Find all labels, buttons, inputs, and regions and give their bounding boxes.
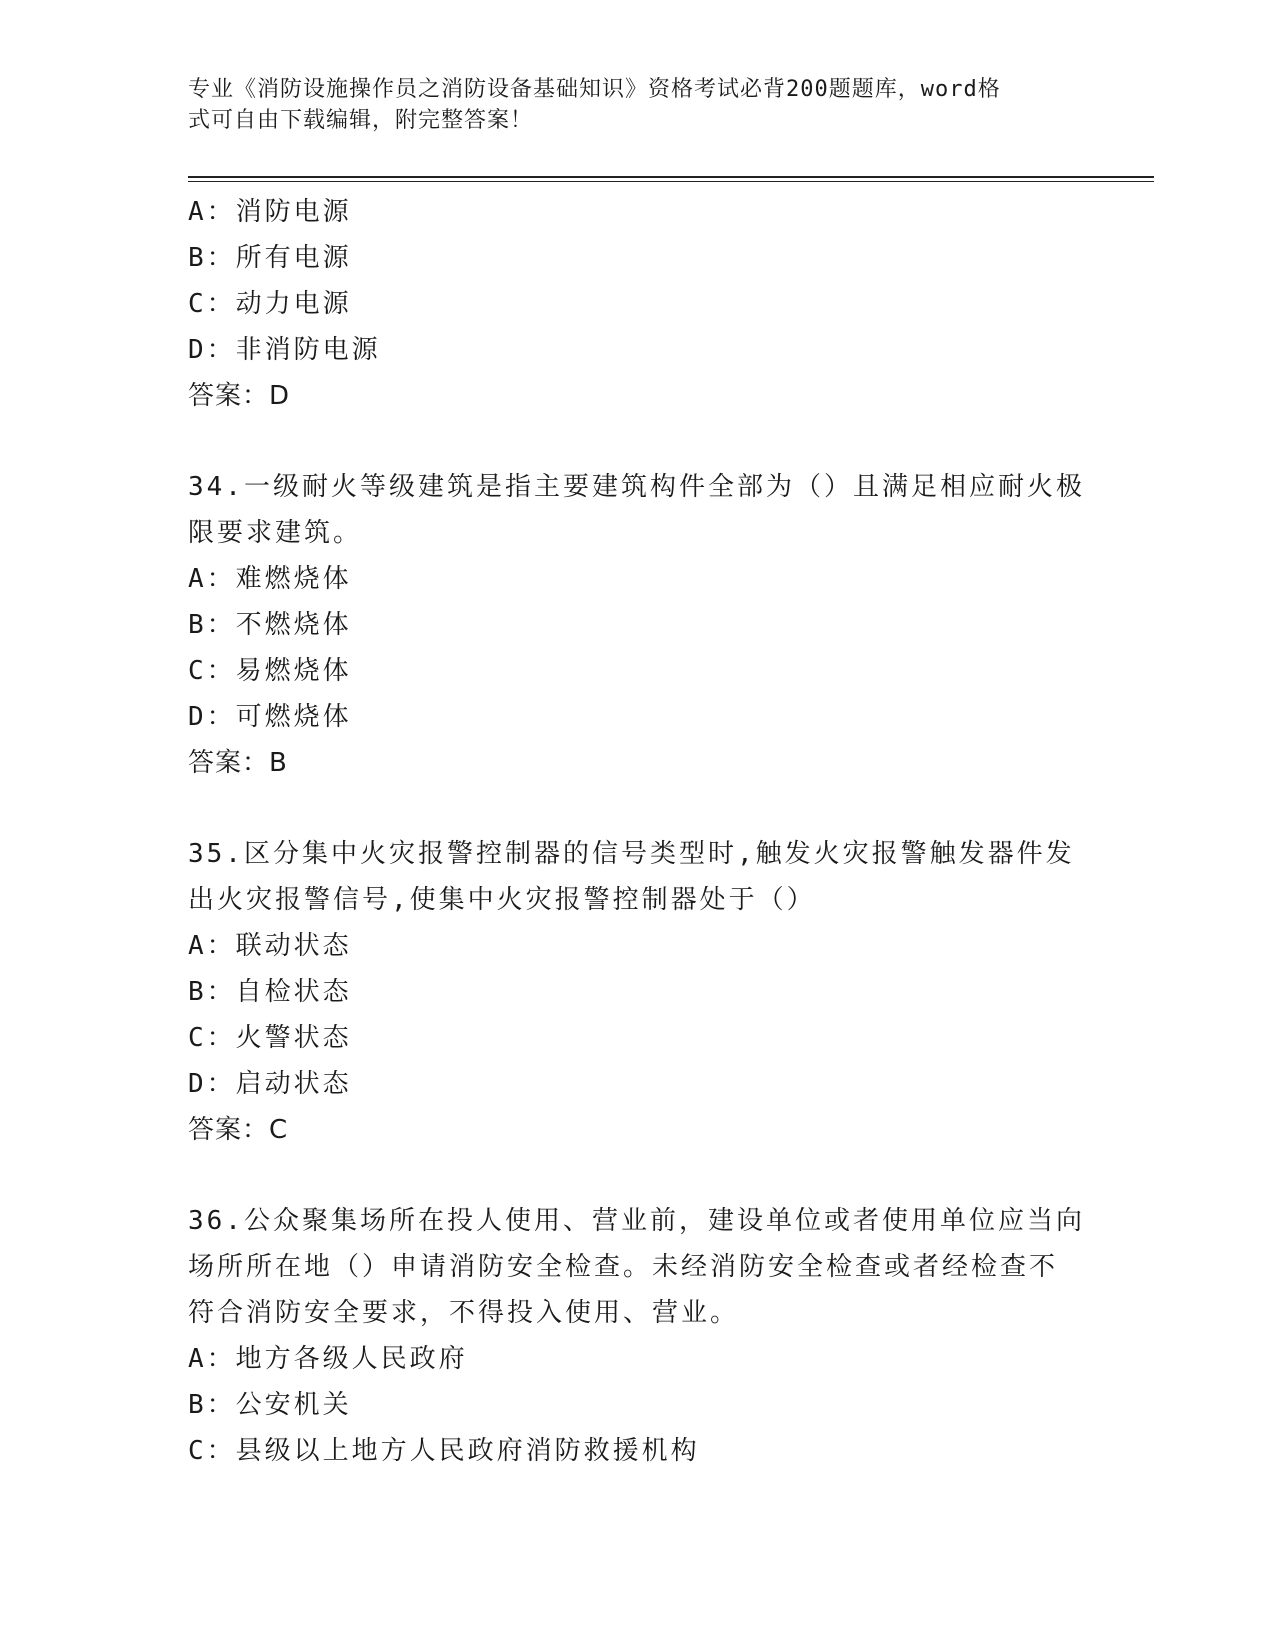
question-stem-line: 35.区分集中火灾报警控制器的信号类型时,触发火灾报警触发器件发 [188,839,1075,869]
option-a: A：联动状态 [188,931,352,961]
question-stem-line: 出火灾报警信号,使集中火灾报警控制器处于（） [188,885,816,915]
option-d: D：可燃烧体 [188,702,352,732]
document-header [188,74,1068,136]
question-stem-line: 34.一级耐火等级建筑是指主要建筑构件全部为（）且满足相应耐火极 [188,472,1085,502]
option-d: D：非消防电源 [188,335,381,365]
header-line-2: 式可自由下载编辑，附完整答案！ [188,108,534,133]
question-list [188,189,1088,1474]
option-a: A：消防电源 [188,197,352,227]
option-c: C：易燃烧体 [188,656,352,686]
option-a: A：难燃烧体 [188,564,352,594]
option-d: D：启动状态 [188,1069,352,1099]
question-stem-line: 符合消防安全要求，不得投入使用、营业。 [188,1298,740,1328]
option-c: C：动力电源 [188,289,352,319]
option-b: B：所有电源 [188,243,352,273]
question-36 [188,1198,1088,1474]
option-a: A：地方各级人民政府 [188,1344,468,1374]
answer: 答案：C [188,1115,289,1145]
option-b: B：公安机关 [188,1390,352,1420]
answer: 答案：B [188,748,288,778]
answer: 答案：D [188,381,291,411]
question-stem-line: 36.公众聚集场所在投人使用、营业前，建设单位或者使用单位应当向 [188,1206,1085,1236]
option-b: B：不燃烧体 [188,610,352,640]
option-b: B：自检状态 [188,977,352,1007]
header-line-1: 专业《消防设施操作员之消防设备基础知识》资格考试必背200题题库，word格 [188,77,1001,102]
question-34 [188,464,1088,786]
question-stem-line: 场所所在地（）申请消防安全检查。未经消防安全检查或者经检查不 [188,1252,1059,1282]
question-stem-line: 限要求建筑。 [188,518,363,548]
option-c: C：火警状态 [188,1023,352,1053]
option-c: C：县级以上地方人民政府消防救援机构 [188,1436,700,1466]
question-33 [188,189,1088,419]
question-35 [188,831,1088,1153]
header-divider-thick [188,176,1154,178]
header-divider-thin [188,181,1154,182]
